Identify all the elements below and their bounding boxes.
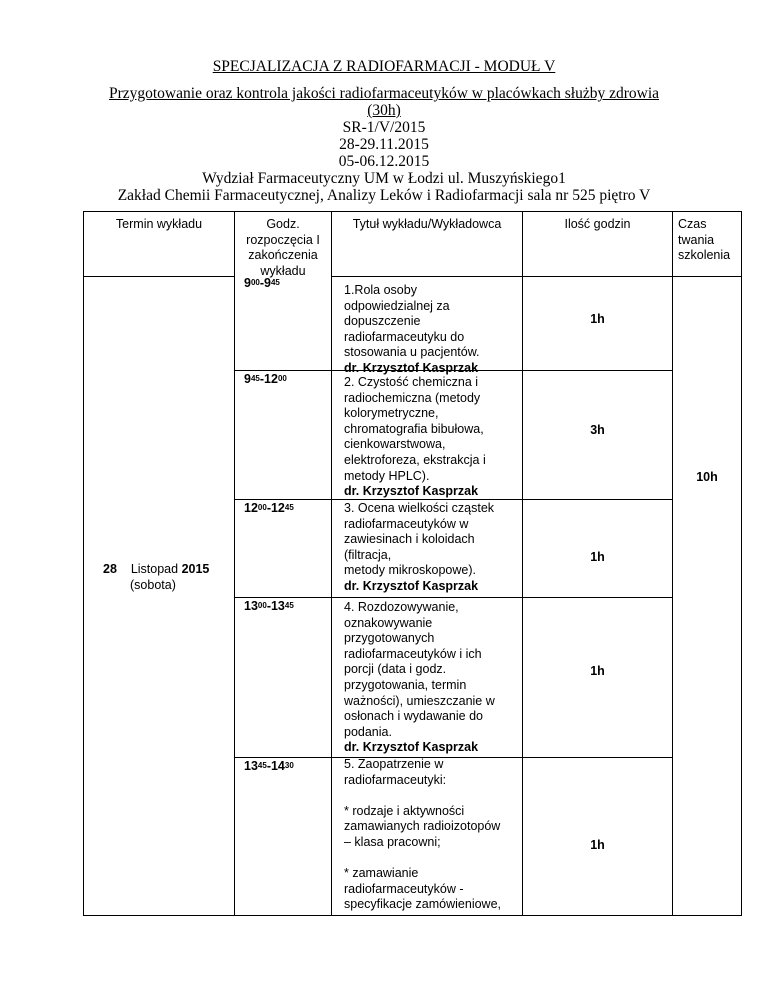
lecturer-name: dr. Krzysztof Kasprzak	[344, 484, 479, 499]
time-end: 14	[270, 759, 285, 773]
lecture-line: podania.	[344, 724, 392, 739]
date-year: 2015	[181, 562, 210, 576]
time-start-minutes: 00	[257, 503, 267, 512]
time-end-minutes: 45	[270, 278, 280, 287]
lecture-line: radiofarmaceutyku do	[344, 329, 465, 344]
table-row-divider	[234, 597, 673, 598]
total-duration: 10h	[696, 470, 718, 484]
lecture-line: dopuszczenie	[344, 314, 421, 329]
column-header-title	[332, 217, 522, 233]
lecturer-name: dr. Krzysztof Kasprzak	[344, 740, 479, 755]
lecture-line: cienkowarstwowa,	[344, 437, 446, 452]
table-border-top	[83, 211, 742, 212]
lecture-line: 4. Rozdozowywanie,	[344, 600, 459, 614]
lecture-line: stosowania u pacjentów.	[344, 345, 480, 360]
lecture-line: elektroforeza, ekstrakcja i	[344, 452, 486, 467]
time-end: 13	[270, 599, 285, 613]
lecture-hours: 1h	[590, 838, 605, 852]
course-subtitle: Przygotowanie oraz kontrola jakości radiofarmaceutyków w placówkach służby zdrowia	[108, 85, 660, 102]
row-time: $13^{45}-14^{30}$	[244, 759, 294, 773]
time-end: 9	[264, 276, 271, 290]
row-time: $9^{00}-9^{45}$	[244, 276, 280, 290]
lecture-line: metody mikroskopowe).	[344, 563, 476, 578]
time-end-minutes: 00	[277, 374, 287, 383]
column-header-count-text: Ilość godzin	[564, 217, 631, 231]
table-col-divider	[234, 211, 235, 916]
lecture-date-line	[103, 562, 233, 578]
course-dates-2: 05-06.12.2015	[338, 153, 430, 170]
lecture-line	[344, 788, 522, 804]
table-col-divider	[331, 211, 332, 916]
lecture-line: przygotowania, termin	[344, 677, 467, 692]
table-header-divider	[331, 276, 742, 277]
time-end-minutes: 45	[284, 503, 294, 512]
column-header-hours	[235, 217, 331, 279]
lecture-line: radiofarmaceutyków i ich	[344, 646, 482, 661]
time-start-minutes: 45	[257, 761, 267, 770]
lecture-title	[344, 283, 522, 377]
column-header-duration-line: twania	[678, 232, 715, 247]
lecture-line: osłonach i wydawanie do	[344, 709, 483, 724]
lecture-line: radiofarmaceutyków w	[344, 516, 469, 531]
table-header-divider	[83, 276, 235, 277]
column-header-duration-line: szkolenia	[678, 248, 731, 263]
lecture-line: oznakowywanie	[344, 615, 433, 630]
lecture-line: chromatografia bibułowa,	[344, 421, 484, 436]
column-header-term	[84, 217, 234, 233]
time-start-minutes: 00	[250, 278, 260, 287]
lecture-date	[103, 562, 233, 593]
lecture-line: zawiesinach i koloidach	[344, 532, 475, 547]
time-start: 13	[244, 599, 258, 613]
lecture-title	[344, 600, 522, 756]
lecture-line: porcji (data i godz.	[344, 662, 447, 677]
table-border-bottom	[83, 915, 742, 916]
lecturer-name: dr. Krzysztof Kasprzak	[344, 360, 479, 375]
column-header-term-text: Termin wykładu	[115, 217, 203, 231]
course-code: SR-1/V/2015	[342, 119, 426, 136]
lecture-line: radiofarmaceutyki:	[344, 772, 447, 787]
lecture-hours: 1h	[590, 312, 605, 326]
date-weekday: (sobota)	[130, 577, 176, 592]
course-department: Zakład Chemii Farmaceutycznej, Analizy Leków i Radiofarmacji sala nr 525 piętro V	[117, 187, 651, 204]
time-start-minutes: 00	[257, 601, 267, 610]
time-start: 13	[244, 759, 258, 773]
time-start-minutes: 45	[250, 374, 260, 383]
table-border-right	[741, 211, 742, 916]
time-end: 12	[264, 372, 278, 386]
row-time: $9^{45}-12^{00}$	[244, 372, 287, 386]
lecture-line: – klasa pracowni;	[344, 834, 441, 849]
lecture-line: ważności), umieszczanie w	[344, 693, 495, 708]
column-header-hours-line: Godz.	[266, 217, 300, 231]
time-end-minutes: 30	[284, 761, 294, 770]
lecture-line: kolorymetryczne,	[344, 406, 439, 421]
lecturer-name: dr. Krzysztof Kasprzak	[344, 578, 479, 593]
time-end: 12	[270, 501, 285, 515]
lecture-title	[344, 757, 522, 913]
title-text: SPECJALIZACJA Z RADIOFARMACJI - MODUŁ V	[212, 58, 556, 75]
table-col-divider	[672, 211, 673, 916]
lecture-line: * rodzaje i aktywności	[344, 803, 465, 818]
time-start: 12	[244, 501, 258, 515]
lecture-line: * zamawianie	[344, 866, 419, 881]
course-dates-1: 28-29.11.2015	[339, 136, 429, 153]
lecture-line: 3. Ocena wielkości cząstek	[344, 501, 495, 515]
lecture-hours: 1h	[590, 550, 605, 564]
time-start: 9	[244, 372, 251, 386]
lecture-line: metody HPLC).	[344, 468, 430, 483]
lecture-line	[344, 851, 522, 867]
lecture-line: przygotowanych	[344, 631, 435, 646]
lecture-line: 5. Zaopatrzenie w	[344, 757, 444, 771]
row-time: $12^{00}-12^{45}$	[244, 501, 294, 515]
column-header-hours-line: rozpoczęcia I	[246, 232, 320, 247]
course-hours: (30h)	[367, 102, 401, 119]
column-header-hours-line: wykładu	[260, 263, 306, 278]
lecture-hours: 3h	[590, 423, 605, 437]
lecture-line: odpowiedzialnej za	[344, 298, 450, 313]
lecture-hours: 1h	[590, 664, 605, 678]
lecture-line: 2. Czystość chemiczna i	[344, 375, 479, 389]
date-day: 28	[103, 562, 117, 576]
time-start: 9	[244, 276, 251, 290]
lecture-line: specyfikacje zamówieniowe,	[344, 897, 502, 912]
column-header-count	[523, 217, 672, 233]
column-header-hours-line: zakończenia	[248, 248, 318, 263]
table-border-left	[83, 211, 84, 916]
date-month: Listopad	[130, 562, 179, 576]
lecture-line: radiochemiczna (metody	[344, 390, 481, 405]
lecture-title	[344, 501, 522, 595]
lecture-title	[344, 375, 522, 500]
document-title	[0, 58, 768, 75]
lecture-line: zamawianych radioizotopów	[344, 819, 501, 834]
column-header-title-text: Tytuł wykładu/Wykładowca	[352, 217, 502, 231]
row-time: $13^{00}-13^{45}$	[244, 599, 294, 613]
lecture-line: (filtracja,	[344, 547, 392, 562]
column-header-duration-line: Czas	[678, 217, 707, 231]
column-header-duration	[678, 217, 740, 264]
lecture-line: 1.Rola osoby	[344, 283, 417, 297]
course-location: Wydział Farmaceutyczny UM w Łodzi ul. Muszyńskiego1	[202, 170, 566, 187]
time-end-minutes: 45	[284, 601, 294, 610]
lecture-line: radiofarmaceutyków -	[344, 881, 464, 896]
